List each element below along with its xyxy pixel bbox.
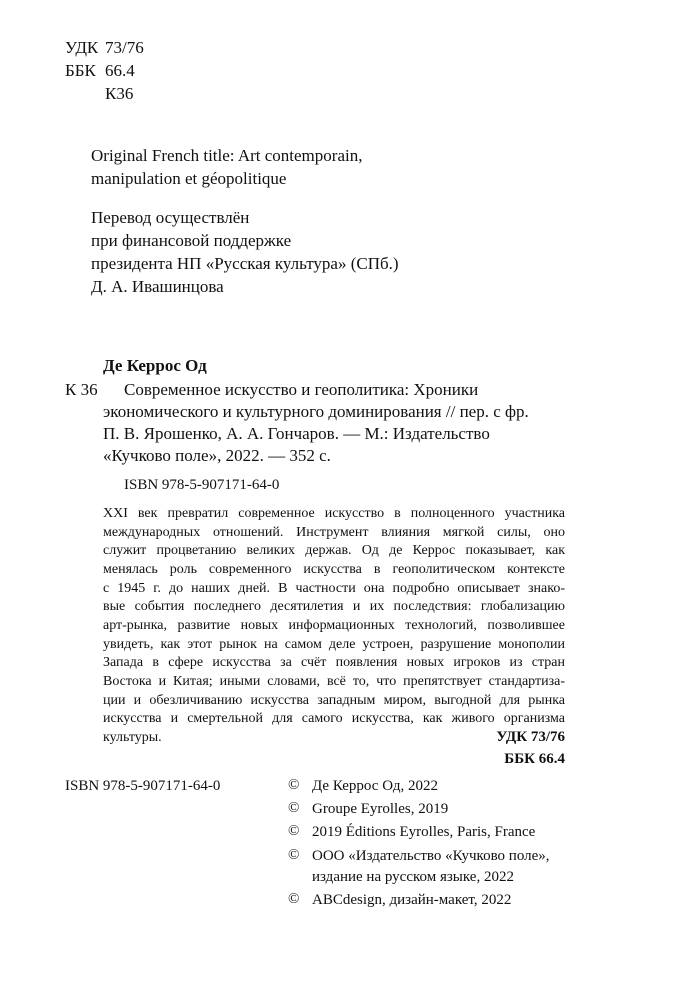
- translation-note-line: Д. А. Ивашинцова: [91, 277, 224, 296]
- translation-note-line: при финансовой поддержке: [91, 231, 292, 250]
- translation-note-line: Перевод осуществлён: [91, 208, 250, 227]
- copyright-icon: ©: [288, 823, 300, 839]
- catalog-mark: К 36: [65, 380, 98, 399]
- abstract-line: культуры.: [103, 729, 162, 745]
- bbk-label: ББК: [65, 61, 96, 80]
- catalog-description-line: «Кучково поле», 2022. — 352 с.: [103, 446, 331, 465]
- abstract-line: увидеть, как этот рынок на самом деле устроен, разрушение монополии: [103, 636, 565, 652]
- abstract-line: Востока и Китая; иными словами, всё то, что препятствует стандартиза-: [103, 673, 565, 689]
- copyright-line: Groupe Eyrolles, 2019: [312, 801, 449, 817]
- translation-note-line: президента НП «Русская культура» (СПб.): [91, 254, 399, 273]
- abstract: [103, 505, 565, 748]
- abstract-line: арт-рынка, развитие новых информационных технологий, позволившее: [103, 617, 565, 633]
- abstract-line: с 1945 г. до наших дней. В частности она подробно описывает знако-: [103, 580, 565, 596]
- abstract-line: вые события последнего десятилетия и их последствия: глобализацию: [103, 599, 565, 615]
- catalog-description-line: П. В. Ярошенко, А. А. Гончаров. — М.: Издательство: [103, 424, 490, 443]
- abstract-line: XXI век превратил современное искусство в полноценного участника: [103, 506, 565, 521]
- abstract-line: менялась роль современного искусства в геополитическом контексте: [103, 561, 565, 577]
- copyright-line: 2019 Éditions Eyrolles, Paris, France: [312, 824, 536, 840]
- copyright-icon: ©: [288, 891, 300, 907]
- copyright-line: ABCdesign, дизайн-макет, 2022: [312, 892, 512, 908]
- original-title-line: manipulation et géopolitique: [91, 169, 287, 188]
- abstract-line: ции и обезличиванию искусства западным миром, выгодной для рынка: [103, 692, 565, 708]
- catalog-isbn: ISBN 978-5-907171-64-0: [124, 477, 280, 493]
- bbk-bottom: ББК 66.4: [504, 751, 565, 767]
- abstract-line: искусства и смертельной для самого искусства, как живого организма: [103, 711, 565, 727]
- copyright-line: ООО «Издательство «Кучково поле»,: [312, 848, 550, 864]
- copyright-icon: ©: [288, 777, 300, 793]
- udk-label: УДК: [65, 38, 99, 57]
- catalog-description-line: Современное искусство и геополитика: Хроники: [124, 380, 479, 399]
- udk-bottom: УДК 73/76: [496, 729, 565, 745]
- abstract-line: служит процветанию великих держав. Од де Керрос показывает, как: [103, 543, 565, 559]
- catalog-description-line: экономического и культурного доминирования // пер. с фр.: [103, 402, 529, 421]
- author-mark: К36: [105, 84, 134, 103]
- original-title-line: Original French title: Art contemporain,: [91, 146, 363, 165]
- copyright-line: Де Керрос Од, 2022: [312, 778, 438, 794]
- copyright-icon: ©: [288, 847, 300, 863]
- abstract-line: международных отношений. Инструмент влияния мягкой силы, оно: [103, 524, 565, 540]
- catalog-author: Де Керрос Од: [103, 356, 207, 375]
- abstract-line: Запада в сфере искусства за счёт появления новых игроков из стран: [103, 655, 565, 671]
- copyright-line: издание на русском языке, 2022: [312, 869, 514, 885]
- bbk-value: 66.4: [105, 61, 135, 80]
- footer-isbn: ISBN 978-5-907171-64-0: [65, 778, 221, 794]
- udk-value: 73/76: [105, 38, 144, 57]
- copyright-icon: ©: [288, 800, 300, 816]
